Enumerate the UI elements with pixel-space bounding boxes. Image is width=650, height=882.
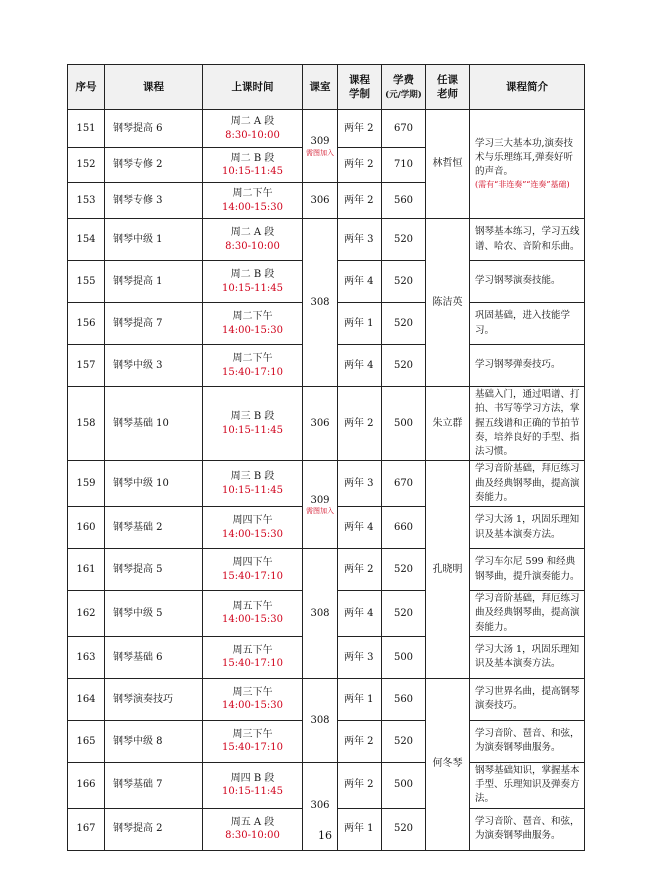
row-time-cell (203, 762, 303, 808)
row-fee: 520 (382, 261, 426, 303)
header-no: 序号 (68, 65, 105, 110)
row-time-cell (203, 303, 303, 345)
header-duration (338, 65, 382, 110)
row-day: 周三下午 (232, 686, 273, 698)
row-desc: 学习大汤 1，巩固乐理知识及基本演奏方法。 (470, 507, 585, 549)
row-day: 周二 B 段 (230, 269, 275, 280)
row-day: 周五 A 段 (230, 816, 275, 828)
header-fee (382, 65, 426, 110)
row-time: 14:00-15:30 (221, 614, 283, 626)
row-mode: 两年 3 (338, 461, 382, 507)
row-teacher: 朱立群 (426, 387, 470, 461)
row-no: 155 (68, 261, 105, 303)
row-room: 308 (303, 549, 338, 679)
row-course: 钢琴提高 6 (105, 110, 203, 148)
row-fee: 500 (382, 636, 426, 678)
row-fee: 520 (382, 219, 426, 261)
row-mode: 两年 4 (338, 591, 382, 637)
row-room: 306 (303, 387, 338, 461)
page-number: 16 (318, 829, 332, 842)
row-mode: 两年 4 (338, 261, 382, 303)
row-desc: 学习车尔尼 599 和经典钢琴曲，提升演奏能力。 (470, 549, 585, 591)
row-course: 钢琴中级 10 (105, 461, 203, 507)
row-course: 钢琴提高 1 (105, 261, 203, 303)
row-day: 周四下午 (232, 515, 273, 526)
row-course: 钢琴基础 2 (105, 507, 203, 549)
row-room: 306 (303, 762, 338, 850)
table-row (68, 110, 585, 148)
row-mode: 两年 2 (338, 148, 382, 183)
row-time-cell (203, 183, 303, 219)
row-time: 14:00-15:30 (221, 528, 283, 540)
table-row (68, 678, 585, 720)
row-mode: 两年 2 (338, 387, 382, 461)
header-fee-line2: (元/学期) (385, 89, 422, 100)
row-fee: 520 (382, 549, 426, 591)
room-note: 需图加入 (306, 148, 334, 157)
header-teacher-line1: 任课 (437, 73, 458, 86)
row-time-cell (203, 507, 303, 549)
table-row (68, 461, 585, 507)
desc-text: 学习三大基本功,演奏技术与乐理练耳,弹奏好听的声音。 (475, 137, 574, 178)
row-no: 154 (68, 219, 105, 261)
row-teacher: 林哲恒 (426, 110, 470, 219)
table-row (68, 387, 585, 461)
row-time: 14:00-15:30 (221, 201, 283, 213)
row-day: 周二 A 段 (230, 227, 275, 238)
row-teacher: 孔晓明 (426, 461, 470, 679)
row-desc: 学习音阶基础，拜厄练习曲及经典钢琴曲，提高演奏能力。 (470, 461, 585, 507)
row-fee: 520 (382, 591, 426, 637)
row-time: 8:30-10:00 (225, 830, 280, 841)
row-mode: 两年 4 (338, 507, 382, 549)
row-time: 8:30-10:00 (225, 240, 280, 252)
row-time: 10:15-11:45 (221, 484, 283, 496)
row-fee: 670 (382, 110, 426, 148)
row-room: 308 (303, 678, 338, 762)
row-course: 钢琴中级 1 (105, 219, 203, 261)
row-time-cell (203, 387, 303, 461)
row-course: 钢琴演奏技巧 (105, 678, 203, 720)
row-day: 周二下午 (232, 353, 273, 364)
row-no: 164 (68, 678, 105, 720)
row-time: 14:00-15:30 (221, 700, 283, 712)
row-teacher: 陈洁英 (426, 219, 470, 387)
row-mode: 两年 1 (338, 678, 382, 720)
row-day: 周二 A 段 (230, 116, 275, 127)
table-row (68, 549, 585, 591)
row-fee: 710 (382, 148, 426, 183)
row-mode: 两年 4 (338, 345, 382, 387)
row-time: 14:00-15:30 (221, 324, 283, 336)
row-course: 钢琴基础 7 (105, 762, 203, 808)
row-mode: 两年 1 (338, 303, 382, 345)
row-desc: 学习音阶基础，拜厄练习曲及经典钢琴曲，提高演奏能力。 (470, 591, 585, 637)
row-no: 160 (68, 507, 105, 549)
header-fee-line1: 学费 (393, 73, 414, 86)
row-day: 周五下午 (232, 600, 273, 612)
row-mode: 两年 2 (338, 110, 382, 148)
room-note: 需图加入 (306, 507, 334, 516)
row-time: 15:40-17:10 (221, 658, 283, 670)
header-duration-line2: 学制 (349, 88, 370, 100)
row-desc: 钢琴基础知识，掌握基本手型、乐理知识及弹奏方法。 (470, 762, 585, 808)
row-course: 钢琴提高 2 (105, 808, 203, 850)
row-no: 152 (68, 148, 105, 183)
row-fee: 520 (382, 303, 426, 345)
row-day: 周三 B 段 (230, 471, 275, 483)
header-course: 课程 (105, 65, 203, 110)
row-mode: 两年 2 (338, 720, 382, 762)
row-time-cell (203, 148, 303, 183)
row-no: 163 (68, 636, 105, 678)
row-no: 153 (68, 183, 105, 219)
header-row (68, 65, 585, 110)
table-row (68, 219, 585, 261)
row-time: 15:40-17:10 (221, 366, 283, 378)
row-time-cell (203, 591, 303, 637)
row-room: 306 (303, 183, 338, 219)
row-course: 钢琴专修 2 (105, 148, 203, 183)
row-time-cell (203, 636, 303, 678)
row-course: 钢琴提高 7 (105, 303, 203, 345)
row-no: 165 (68, 720, 105, 762)
row-time: 10:15-11:45 (221, 166, 283, 177)
header-room: 课室 (303, 65, 338, 110)
row-fee: 520 (382, 720, 426, 762)
row-fee: 500 (382, 387, 426, 461)
row-desc: 基础入门，通过唱谱、打拍、书写等学习方法，掌握五线谱和正确的节拍节奏，培养良好的手型、指法习惯。 (470, 387, 585, 461)
row-day: 周四 B 段 (230, 772, 275, 784)
row-course: 钢琴基础 6 (105, 636, 203, 678)
row-room (303, 461, 338, 549)
row-day: 周二下午 (232, 188, 273, 199)
row-time-cell (203, 219, 303, 261)
row-day: 周二下午 (232, 311, 273, 322)
row-mode: 两年 3 (338, 636, 382, 678)
row-day: 周三下午 (232, 728, 273, 740)
row-day: 周五下午 (232, 644, 273, 656)
row-no: 157 (68, 345, 105, 387)
row-desc: 学习音阶、琶音、和弦，为演奏钢琴曲服务。 (470, 720, 585, 762)
row-no: 158 (68, 387, 105, 461)
row-no: 156 (68, 303, 105, 345)
row-time-cell (203, 461, 303, 507)
row-fee: 520 (382, 808, 426, 850)
row-course: 钢琴提高 5 (105, 549, 203, 591)
row-no: 159 (68, 461, 105, 507)
row-no: 162 (68, 591, 105, 637)
row-mode: 两年 2 (338, 183, 382, 219)
course-table (67, 64, 585, 851)
row-fee: 500 (382, 762, 426, 808)
row-desc: 学习大汤 1，巩固乐理知识及基本演奏方法。 (470, 636, 585, 678)
row-day: 周二 B 段 (230, 152, 275, 164)
row-desc: 学习音阶、琶音、和弦，为演奏钢琴曲服务。 (470, 808, 585, 850)
header-intro: 课程简介 (470, 65, 585, 110)
row-time-cell (203, 261, 303, 303)
row-time: 10:15-11:45 (221, 282, 283, 294)
row-fee: 660 (382, 507, 426, 549)
row-course: 钢琴中级 3 (105, 345, 203, 387)
row-no: 167 (68, 808, 105, 850)
row-desc: 巩固基础，进入技能学习。 (470, 303, 585, 345)
row-desc (470, 110, 585, 219)
row-room (303, 110, 338, 183)
row-time: 10:15-11:45 (221, 786, 283, 798)
row-time-cell (203, 345, 303, 387)
header-teacher (426, 65, 470, 110)
row-mode: 两年 2 (338, 549, 382, 591)
row-day: 周三 B 段 (230, 411, 275, 423)
row-mode: 两年 2 (338, 762, 382, 808)
room-number: 309 (310, 494, 330, 506)
header-time: 上课时间 (203, 65, 303, 110)
row-time-cell (203, 678, 303, 720)
row-time-cell (203, 720, 303, 762)
row-teacher: 何冬琴 (426, 678, 470, 850)
row-fee: 520 (382, 345, 426, 387)
row-time: 15:40-17:10 (221, 570, 283, 582)
row-day: 周四下午 (232, 557, 273, 568)
row-course: 钢琴基础 10 (105, 387, 203, 461)
row-course: 钢琴专修 3 (105, 183, 203, 219)
row-desc: 学习钢琴弹奏技巧。 (470, 345, 585, 387)
row-course: 钢琴中级 5 (105, 591, 203, 637)
header-duration-line1: 课程 (349, 73, 370, 86)
row-course: 钢琴中级 8 (105, 720, 203, 762)
row-room: 308 (303, 219, 338, 387)
row-mode: 两年 3 (338, 219, 382, 261)
row-desc: 学习世界名曲，提高钢琴演奏技巧。 (470, 678, 585, 720)
row-no: 166 (68, 762, 105, 808)
row-fee: 560 (382, 183, 426, 219)
row-time: 8:30-10:00 (225, 129, 280, 141)
row-no: 161 (68, 549, 105, 591)
row-time: 15:40-17:10 (221, 742, 283, 754)
row-no: 151 (68, 110, 105, 148)
row-time: 10:15-11:45 (221, 424, 283, 436)
row-desc: 学习钢琴演奏技能。 (470, 261, 585, 303)
room-number: 309 (310, 136, 330, 148)
header-teacher-line2: 老师 (437, 88, 458, 100)
table-row (68, 762, 585, 808)
row-mode: 两年 1 (338, 808, 382, 850)
row-desc: 钢琴基本练习，学习五线谱、哈农、音阶和乐曲。 (470, 219, 585, 261)
row-time-cell (203, 549, 303, 591)
row-fee: 670 (382, 461, 426, 507)
row-fee: 560 (382, 678, 426, 720)
desc-note: (需有“非连奏”“连奏”基础) (475, 180, 570, 190)
row-time-cell (203, 110, 303, 148)
